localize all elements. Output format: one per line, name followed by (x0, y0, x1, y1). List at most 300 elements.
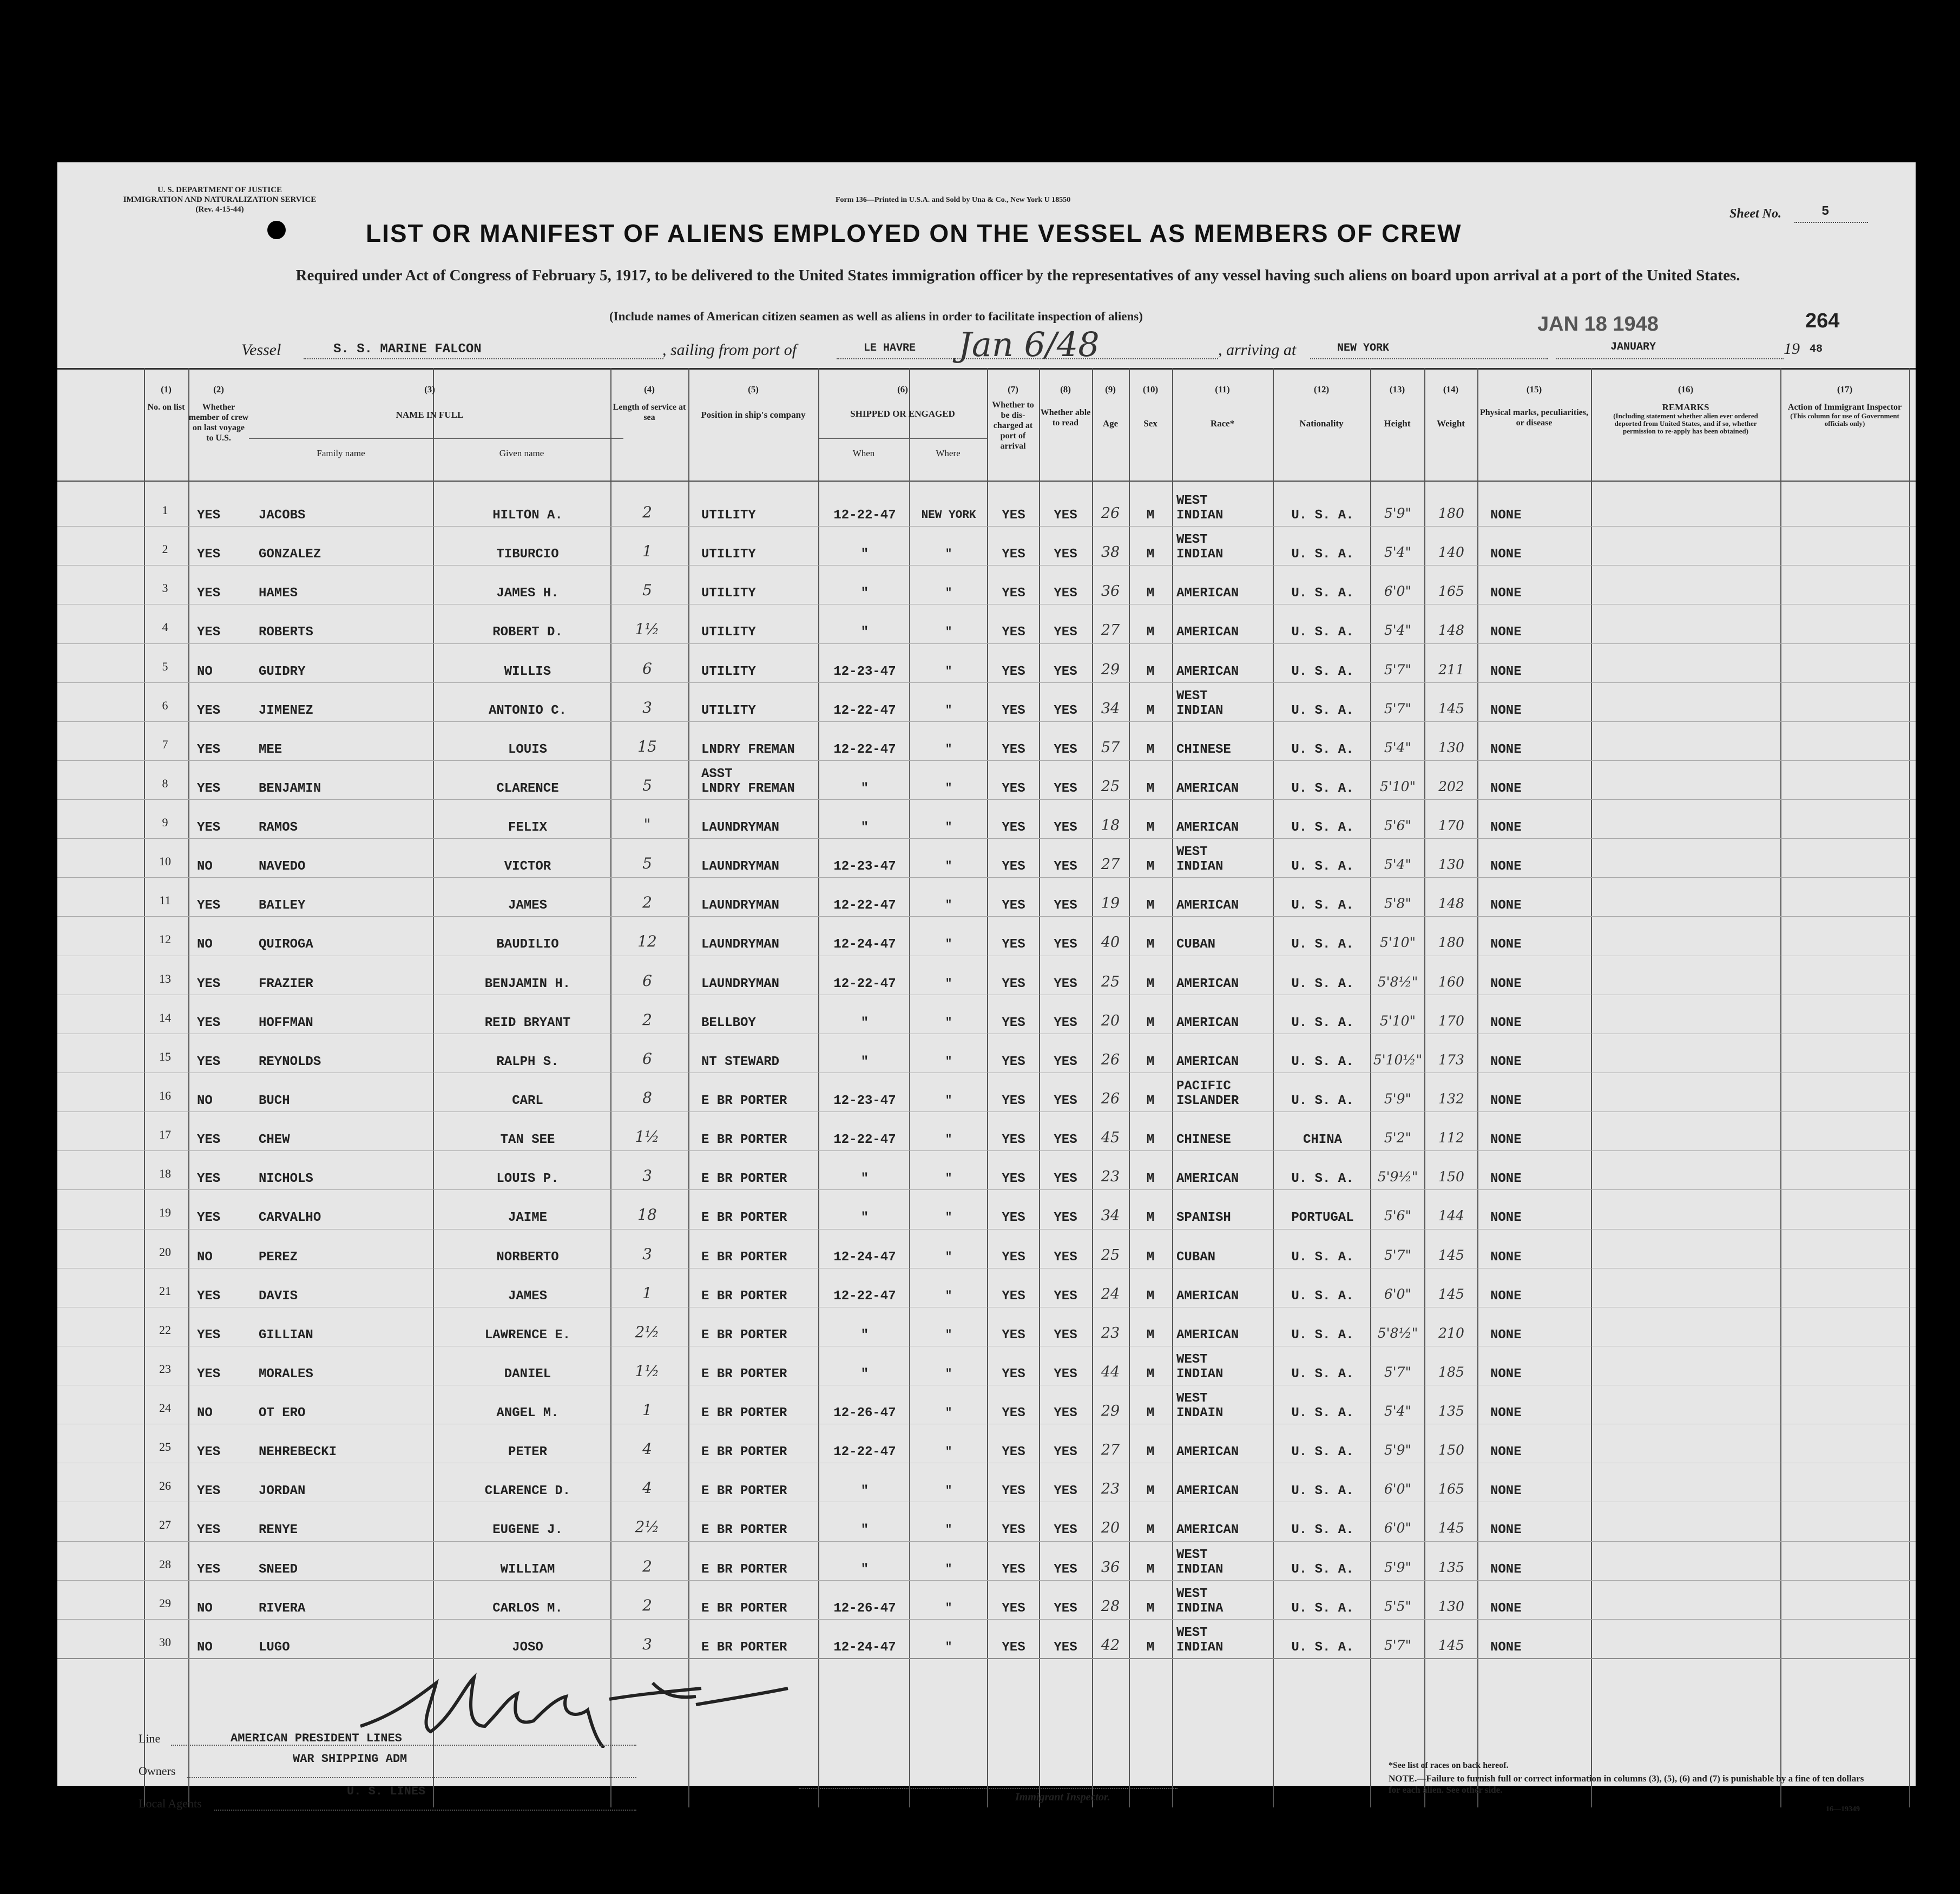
race: AMERICAN (1176, 1484, 1239, 1499)
col15-num: (15) (1526, 384, 1542, 394)
table-row (57, 838, 1916, 878)
height: 5'4" (1384, 544, 1412, 561)
discharged: YES (1002, 508, 1025, 523)
nationality: U. S. A. (1291, 1601, 1354, 1616)
height: 5'7" (1384, 661, 1412, 678)
physical-marks: NONE (1490, 1366, 1522, 1382)
discharged: YES (1002, 703, 1025, 718)
row-number: 25 (159, 1440, 171, 1454)
shipped-where: " (945, 1367, 952, 1380)
age: 24 (1101, 1285, 1120, 1303)
family-name: GONZALEZ (259, 547, 321, 562)
form-subtitle: Required under Act of Congress of February 5, 1917, to be delivered to the United States immigration officer by the representatives of any vessel having such aliens on board upon arrival at a port of the United States. (295, 267, 1740, 284)
given-name: CLARENCE D. (484, 1484, 571, 1499)
page-number: 264 (1805, 310, 1840, 332)
shipped-where: " (945, 1329, 952, 1341)
row-number: 26 (159, 1479, 171, 1493)
able-to-read: YES (1054, 820, 1077, 836)
sex: M (1146, 1406, 1155, 1421)
physical-marks: NONE (1490, 859, 1522, 874)
physical-marks: NONE (1490, 1484, 1522, 1499)
race: AMERICAN (1176, 625, 1239, 640)
table-row (57, 1189, 1916, 1229)
physical-marks: NONE (1490, 547, 1522, 562)
race-prefix: WEST (1176, 688, 1208, 703)
race-prefix: WEST (1176, 1586, 1208, 1601)
race: CUBAN (1176, 937, 1216, 952)
inspector-label: Immigrant Inspector. (1015, 1791, 1110, 1803)
weight: 202 (1438, 778, 1464, 794)
age: 26 (1101, 505, 1120, 522)
given-name: LOUIS P. (496, 1172, 559, 1187)
row-number: 12 (159, 932, 171, 946)
position: E BR PORTER (701, 1484, 787, 1499)
service-at-sea: 1 (642, 542, 652, 561)
sex: M (1146, 898, 1155, 913)
race: ISLANDER (1176, 1094, 1239, 1108)
given-name: BENJAMIN H. (484, 976, 571, 991)
shipped-where: " (945, 1251, 952, 1264)
age: 25 (1101, 1246, 1120, 1264)
sex: M (1146, 1327, 1155, 1343)
shipped-where: " (945, 704, 952, 717)
physical-marks: NONE (1490, 1601, 1522, 1616)
position-prefix: ASST (701, 766, 733, 781)
family-name: DAVIS (259, 1288, 298, 1304)
nationality: U. S. A. (1291, 1327, 1354, 1343)
family-name: BAILEY (259, 898, 306, 913)
service-at-sea: " (643, 816, 651, 834)
service-at-sea: 5 (642, 776, 652, 794)
weight: 130 (1438, 739, 1464, 755)
height: 5'8" (1384, 896, 1412, 912)
family-name: GILLIAN (259, 1327, 313, 1343)
service-at-sea: 2 (642, 503, 652, 521)
discharged: YES (1002, 1054, 1025, 1069)
age: 23 (1101, 1481, 1120, 1498)
nationality: U. S. A. (1291, 1406, 1354, 1421)
crew-last-voyage: YES (197, 1015, 221, 1030)
age: 20 (1101, 1520, 1120, 1537)
age: 38 (1101, 544, 1120, 561)
table-row (57, 916, 1916, 956)
nationality: U. S. A. (1291, 1288, 1354, 1304)
service-at-sea: 6 (642, 1049, 652, 1068)
discharged: YES (1002, 859, 1025, 874)
weight: 135 (1438, 1559, 1464, 1575)
race: AMERICAN (1176, 1445, 1239, 1460)
table-row (57, 1307, 1916, 1346)
age: 18 (1101, 817, 1120, 834)
agency-block (117, 185, 323, 214)
service-at-sea: 12 (637, 932, 657, 951)
col11-num: (11) (1215, 384, 1230, 394)
height: 5'4" (1384, 739, 1412, 755)
nationality: U. S. A. (1291, 1249, 1354, 1265)
family-name: BENJAMIN (259, 781, 321, 796)
agents-underline (214, 1810, 636, 1811)
shipped-where: " (945, 899, 952, 912)
physical-marks: NONE (1490, 1133, 1522, 1148)
family-name: PEREZ (259, 1249, 298, 1265)
height: 5'10½" (1373, 1051, 1423, 1068)
shipped-when: " (860, 820, 869, 836)
weight: 211 (1438, 661, 1464, 678)
port-from: LE HAVRE (864, 342, 916, 354)
shipped-where: NEW YORK (921, 509, 976, 522)
sex: M (1146, 1211, 1155, 1226)
sex: M (1146, 508, 1155, 523)
given-name: ROBERT D. (492, 625, 563, 640)
race: AMERICAN (1176, 664, 1239, 679)
row-number: 8 (162, 776, 168, 790)
able-to-read: YES (1054, 586, 1077, 601)
shipped-when: " (860, 547, 869, 562)
row-number: 29 (159, 1596, 171, 1610)
age: 28 (1101, 1597, 1120, 1615)
race: CUBAN (1176, 1249, 1216, 1265)
vessel-name: S. S. MARINE FALCON (333, 342, 482, 357)
table-row (57, 1385, 1916, 1424)
service-at-sea: 15 (637, 737, 657, 755)
age: 34 (1101, 1207, 1120, 1225)
service-at-sea: 8 (642, 1089, 652, 1107)
weight: 145 (1438, 1637, 1464, 1653)
crew-last-voyage: NO (197, 1601, 213, 1616)
race: INDINA (1176, 1601, 1224, 1616)
given-name: HILTON A. (492, 508, 563, 523)
physical-marks: NONE (1490, 586, 1522, 601)
shipped-when: " (860, 1562, 869, 1577)
discharged: YES (1002, 1288, 1025, 1304)
given-name: CLARENCE (496, 781, 559, 796)
port-to-line (1310, 358, 1548, 359)
weight: 150 (1438, 1442, 1464, 1458)
able-to-read: YES (1054, 703, 1077, 718)
able-to-read: YES (1054, 1327, 1077, 1343)
position: E BR PORTER (701, 1327, 787, 1343)
physical-marks: NONE (1490, 1445, 1522, 1460)
table-row (57, 1424, 1916, 1463)
discharged: YES (1002, 937, 1025, 952)
able-to-read: YES (1054, 1211, 1077, 1226)
sex: M (1146, 1015, 1155, 1030)
shipped-when: " (860, 781, 869, 796)
printer-note: Form 136—Printed in U.S.A. and Sold by Una & Co., New York U 18550 (836, 196, 1071, 204)
race: SPANISH (1176, 1211, 1231, 1226)
position: UTILITY (701, 664, 756, 679)
row-number: 28 (159, 1557, 171, 1571)
position: UTILITY (701, 625, 756, 640)
age: 45 (1101, 1129, 1120, 1147)
able-to-read: YES (1054, 937, 1077, 952)
row-number: 23 (159, 1362, 171, 1376)
position: LAUNDRYMAN (701, 976, 780, 991)
race: INDIAN (1176, 1562, 1224, 1577)
physical-marks: NONE (1490, 976, 1522, 991)
table-row (57, 643, 1916, 683)
col3-label: NAME IN FULL (396, 410, 464, 420)
family-name: LUGO (259, 1640, 290, 1655)
weight: 165 (1438, 1481, 1464, 1497)
weight: 145 (1438, 1286, 1464, 1302)
given-name: EUGENE J. (492, 1523, 563, 1538)
line-label: Line (139, 1732, 161, 1745)
col2-num: (2) (213, 384, 224, 394)
shipped-when: " (860, 1015, 869, 1030)
nationality: U. S. A. (1291, 781, 1354, 796)
weight: 180 (1438, 935, 1464, 951)
position: E BR PORTER (701, 1523, 787, 1538)
owners-value: WAR SHIPPING ADM (293, 1752, 407, 1766)
nationality: U. S. A. (1291, 859, 1354, 874)
weight: 148 (1438, 622, 1464, 639)
sex: M (1146, 820, 1155, 836)
col9-label: Age (1102, 418, 1119, 429)
service-at-sea: 1½ (635, 620, 660, 639)
col11-label: Race* (1210, 418, 1235, 429)
shipped-when: 12-22-47 (833, 976, 896, 991)
height: 5'9" (1384, 1442, 1412, 1458)
shipped-when: " (860, 1484, 869, 1499)
sex: M (1146, 859, 1155, 874)
race-prefix: WEST (1176, 1391, 1208, 1406)
given-name: LOUIS (508, 742, 547, 757)
col6-where: Where (936, 448, 961, 458)
crew-last-voyage: YES (197, 1562, 221, 1577)
sex: M (1146, 1484, 1155, 1499)
family-name: MEE (259, 742, 282, 757)
weight: 135 (1438, 1403, 1464, 1419)
position: BELLBOY (701, 1015, 756, 1030)
position: E BR PORTER (701, 1288, 787, 1304)
shipped-when: " (860, 625, 869, 640)
crew-last-voyage: NO (197, 1249, 213, 1265)
service-at-sea: 6 (642, 971, 652, 990)
physical-marks: NONE (1490, 664, 1522, 679)
row-number: 5 (162, 659, 168, 673)
table-row (57, 1073, 1916, 1112)
table-row (57, 1619, 1916, 1659)
month-line (1556, 358, 1784, 359)
height: 5'8½" (1377, 1325, 1418, 1341)
sex: M (1146, 1172, 1155, 1187)
col10-label: Sex (1143, 418, 1157, 429)
able-to-read: YES (1054, 1562, 1077, 1577)
nationality: PORTUGAL (1291, 1211, 1354, 1226)
height: 5'6" (1384, 818, 1412, 834)
nationality: U. S. A. (1291, 547, 1354, 562)
sex: M (1146, 1094, 1155, 1108)
given-name: RALPH S. (496, 1054, 559, 1069)
owners-underline (187, 1777, 636, 1778)
given-name: TIBURCIO (496, 547, 559, 562)
nationality: U. S. A. (1291, 703, 1354, 718)
col4-label: Length of service at sea (613, 403, 686, 422)
table-row (57, 1034, 1916, 1073)
height: 5'9" (1384, 1091, 1412, 1107)
arrival-month: JANUARY (1610, 341, 1656, 353)
weight: 140 (1438, 544, 1464, 561)
given-name: WILLIAM (500, 1562, 555, 1577)
height: 5'8½" (1377, 974, 1418, 990)
family-name: NICHOLS (259, 1172, 313, 1187)
row-number: 11 (159, 893, 171, 907)
col8-label: Whether able to read (1040, 408, 1091, 428)
col13-num: (13) (1389, 384, 1405, 394)
physical-marks: NONE (1490, 781, 1522, 796)
service-at-sea: 1 (642, 1284, 652, 1302)
given-name: JAMES (508, 1288, 547, 1304)
family-name: SNEED (259, 1562, 298, 1577)
crew-last-voyage: YES (197, 1366, 221, 1382)
race: AMERICAN (1176, 898, 1239, 913)
shipped-where: " (945, 743, 952, 756)
able-to-read: YES (1054, 1601, 1077, 1616)
service-at-sea: 3 (642, 1635, 652, 1653)
discharged: YES (1002, 1406, 1025, 1421)
col6-label: SHIPPED OR ENGAGED (850, 409, 955, 419)
race: INDAIN (1176, 1406, 1224, 1421)
given-name: BAUDILIO (496, 937, 559, 952)
crew-last-voyage: YES (197, 1445, 221, 1460)
col1-num: (1) (161, 384, 172, 394)
col13-label: Height (1384, 418, 1411, 429)
nationality: U. S. A. (1291, 1172, 1354, 1187)
service-at-sea: 2½ (635, 1323, 660, 1341)
year-suffix: 48 (1810, 343, 1823, 356)
sheet-number: 5 (1821, 205, 1830, 219)
age: 27 (1101, 1442, 1120, 1459)
discharged: YES (1002, 1523, 1025, 1538)
position: LNDRY FREMAN (701, 742, 795, 757)
table-row (57, 1346, 1916, 1385)
weight: 148 (1438, 896, 1464, 912)
age: 36 (1101, 583, 1120, 600)
vessel-line (304, 358, 663, 359)
physical-marks: NONE (1490, 1327, 1522, 1343)
discharged: YES (1002, 1366, 1025, 1382)
height: 5'6" (1384, 1208, 1412, 1224)
penalty-note: NOTE.—Failure to furnish full or correct information in columns (3), (5), (6) and (7) is punishable by a fine of ten dollars for each alien. See other side. (1389, 1773, 1864, 1795)
row-number: 22 (159, 1323, 171, 1337)
service-at-sea: 3 (642, 1245, 652, 1263)
race: CHINESE (1176, 742, 1231, 757)
weight: 132 (1438, 1091, 1464, 1107)
race: AMERICAN (1176, 1288, 1239, 1304)
able-to-read: YES (1054, 859, 1077, 874)
shipped-where: " (945, 1524, 952, 1537)
sex: M (1146, 586, 1155, 601)
shipped-where: " (945, 821, 952, 834)
col14-label: Weight (1437, 418, 1465, 429)
family-name: RAMOS (259, 820, 298, 836)
discharged: YES (1002, 781, 1025, 796)
race-prefix: WEST (1176, 845, 1208, 860)
table-row (57, 487, 1916, 527)
arriving-label: , arriving at (1218, 341, 1297, 359)
weight: 170 (1438, 818, 1464, 834)
height: 5'10" (1379, 778, 1416, 794)
age: 40 (1101, 934, 1120, 951)
height: 6'0" (1384, 1481, 1412, 1497)
shipped-where: " (945, 665, 952, 678)
age: 42 (1101, 1636, 1120, 1654)
physical-marks: NONE (1490, 1249, 1522, 1265)
service-at-sea: 5 (642, 854, 652, 873)
table-row (57, 682, 1916, 722)
service-at-sea: 3 (642, 1167, 652, 1185)
shipped-where: " (945, 1290, 952, 1303)
height: 5'2" (1384, 1130, 1412, 1146)
nationality: U. S. A. (1291, 820, 1354, 836)
sex: M (1146, 1249, 1155, 1265)
shipped-when: 12-24-47 (833, 1640, 896, 1655)
row-number: 1 (162, 503, 168, 517)
sex: M (1146, 1054, 1155, 1069)
given-name: WILLIS (504, 664, 551, 679)
race: CHINESE (1176, 1133, 1231, 1148)
header-bottom-rule (57, 481, 1916, 482)
col6-num: (6) (897, 384, 908, 394)
given-name: CARLOS M. (492, 1601, 563, 1616)
shipped-when: 12-22-47 (833, 1288, 896, 1304)
family-name: MORALES (259, 1366, 313, 1382)
age: 27 (1101, 856, 1120, 873)
manifest-rows (57, 487, 1916, 1658)
family-name: JACOBS (259, 508, 306, 523)
race: AMERICAN (1176, 1172, 1239, 1187)
position: E BR PORTER (701, 1640, 787, 1655)
line-value: AMERICAN PRESIDENT LINES (231, 1732, 402, 1745)
height: 5'4" (1384, 857, 1412, 873)
given-name: VICTOR (504, 859, 551, 874)
family-name: RENYE (259, 1523, 298, 1538)
race: AMERICAN (1176, 1015, 1239, 1030)
shipped-where: " (945, 1563, 952, 1576)
table-row (57, 1580, 1916, 1620)
form-revision: (Rev. 4-15-44) (195, 205, 244, 214)
physical-marks: NONE (1490, 1094, 1522, 1108)
crew-last-voyage: YES (197, 1172, 221, 1187)
sex: M (1146, 742, 1155, 757)
nationality: U. S. A. (1291, 1015, 1354, 1030)
col7-label: Whether to be dis-charged at port of arrival (992, 400, 1034, 451)
discharged: YES (1002, 1327, 1025, 1343)
given-name: FELIX (508, 820, 547, 836)
col3-num: (3) (424, 384, 435, 394)
age: 23 (1101, 1168, 1120, 1186)
position: LNDRY FREMAN (701, 781, 795, 796)
position: LAUNDRYMAN (701, 859, 780, 874)
height: 6'0" (1384, 1286, 1412, 1302)
weight: 170 (1438, 1012, 1464, 1029)
shipped-where: " (945, 1095, 952, 1107)
service-at-sea: 1½ (635, 1362, 660, 1380)
age: 20 (1101, 1012, 1120, 1029)
position: E BR PORTER (701, 1445, 787, 1460)
crew-last-voyage: YES (197, 625, 221, 640)
crew-last-voyage: YES (197, 898, 221, 913)
discharged: YES (1002, 898, 1025, 913)
include-note: (Include names of American citizen seamen as well as aliens in order to facilitate inspection of aliens) (609, 310, 1143, 323)
weight: 210 (1438, 1325, 1464, 1341)
table-row (57, 526, 1916, 565)
physical-marks: NONE (1490, 1288, 1522, 1304)
able-to-read: YES (1054, 1288, 1077, 1304)
col5-num: (5) (748, 384, 759, 394)
physical-marks: NONE (1490, 625, 1522, 640)
